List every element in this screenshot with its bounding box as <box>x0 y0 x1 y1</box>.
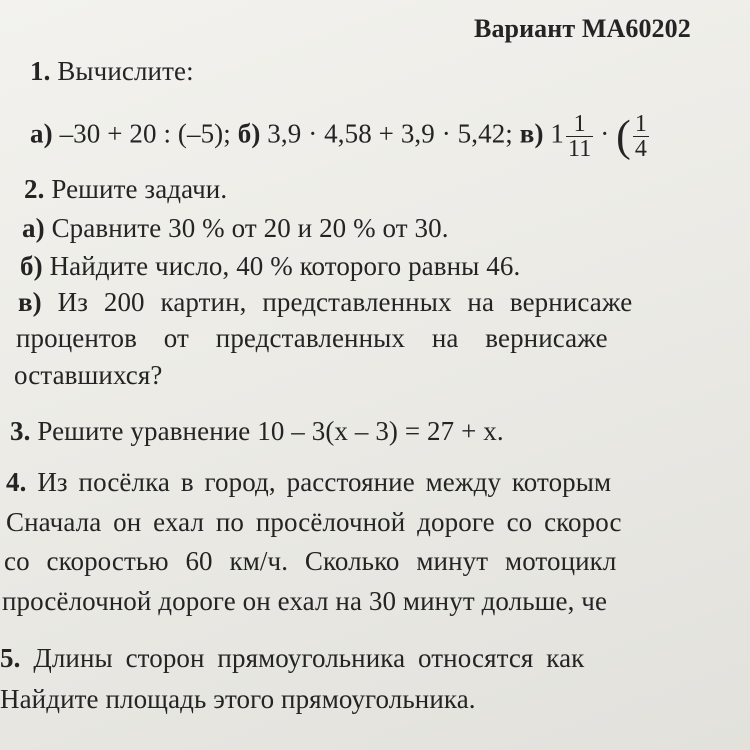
task2-a-label: а) <box>22 213 45 243</box>
task2-v-text-3: оставшихся? <box>14 360 163 390</box>
task1-v-label: в) <box>519 118 544 149</box>
variant-text: Вариант МА60202 <box>474 14 691 43</box>
task2-heading <box>24 174 227 204</box>
task3 <box>10 416 504 446</box>
task4-number: 4. <box>6 467 27 497</box>
fraction-denominator: 11 <box>568 136 592 162</box>
task4-text-4: просёлочной дороге он ехал на 30 минут дольше, че <box>2 586 608 616</box>
task1-b-expr: 3,9 · 4,58 + 3,9 · 5,42; <box>267 118 513 149</box>
task1-expressions <box>30 112 649 161</box>
task1-v-whole: 1 <box>550 118 565 149</box>
task1-title: Вычислите: <box>57 56 194 86</box>
task4-line3 <box>4 546 616 576</box>
task2-a <box>22 213 449 243</box>
task2-b-label: б) <box>20 251 43 281</box>
task4-text-3: со скоростью 60 км/ч. Сколько минут мотоцикл <box>4 546 617 576</box>
fraction-numerator-2: 1 <box>634 111 648 137</box>
task4-line1 <box>6 467 611 497</box>
variant-header <box>474 14 691 44</box>
task4-text-2: Сначала он ехал по просёлочной дороге со скорос <box>6 507 622 537</box>
task1-b-label: б) <box>237 118 261 149</box>
task2-number: 2. <box>24 174 45 204</box>
task2-v-text-2: процентов от представленных на вернисаже <box>16 323 608 353</box>
fraction-denominator-2: 4 <box>634 136 648 162</box>
task2-a-text: Сравните 30 % от 20 и 20 % от 30. <box>51 213 449 243</box>
task1-v-dot: · <box>600 118 610 149</box>
task1-v-fraction-2 <box>633 112 649 161</box>
task4-text-1: Из посёлка в город, расстояние между которым <box>37 467 612 497</box>
task3-text: Решите уравнение 10 – 3(x – 3) = 27 + x. <box>37 416 504 446</box>
task5-text-2: Найдите площадь этого прямоугольника. <box>0 684 476 714</box>
task2-v-text-1: Из 200 картин, представленных на вернисаже <box>57 287 633 317</box>
task1-v-fraction <box>566 112 593 161</box>
task5-number: 5. <box>0 643 21 673</box>
task1-a-label: а) <box>30 118 53 149</box>
fraction-numerator: 1 <box>566 112 593 137</box>
task2-b <box>20 251 520 281</box>
task2-title: Решите задачи. <box>51 174 228 204</box>
task5-line2 <box>0 684 476 714</box>
task2-v-line2 <box>16 323 608 353</box>
task2-v-label: в) <box>18 287 42 317</box>
task5-text-1: Длины сторон прямоугольника относятся как <box>33 643 585 673</box>
task4-line4 <box>2 586 607 616</box>
task2-v-line3 <box>14 360 162 390</box>
task1-number: 1. <box>30 56 51 86</box>
task4-line2 <box>6 507 622 537</box>
task1-heading <box>30 56 194 86</box>
task5-line1 <box>0 643 584 673</box>
task2-v-line1 <box>18 287 632 317</box>
task1-a-expr: –30 + 20 : (–5); <box>59 118 231 149</box>
task1-v-paren: ( <box>616 111 631 161</box>
task3-number: 3. <box>10 416 31 446</box>
task2-b-text: Найдите число, 40 % которого равны 46. <box>49 251 521 281</box>
